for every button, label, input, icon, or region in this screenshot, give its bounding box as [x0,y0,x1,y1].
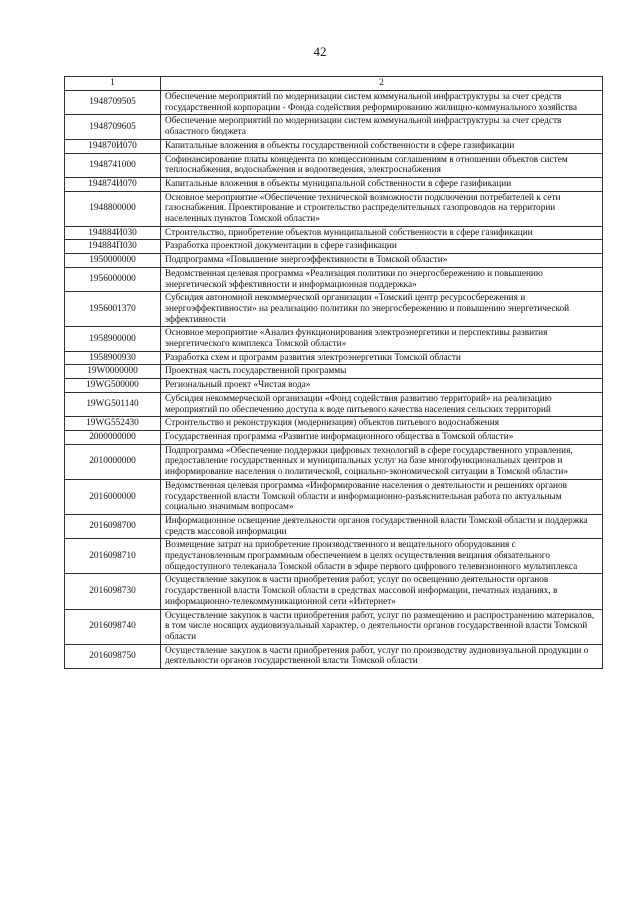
row-code: 19W0000000 [65,365,161,379]
row-description: Региональный проект «Чистая вода» [161,379,603,393]
table-row [65,177,603,191]
row-description: Осуществление закупок в части приобретения работ, услуг по размещению и распространению материалов, в том числе носящих аудиовизуальный характер, о деятельности органов государственной власти Томской области [161,609,603,644]
table-row [65,153,603,177]
table-row [65,479,603,514]
row-code: 1948709605 [65,115,161,139]
table-row [65,539,603,574]
row-description: Подпрограмма «Обеспечение поддержки цифровых технологий в сфере государственного управления, предоставление государственных и муниципальных услуг на базе многофункциональных центров и информирование населения о политической, социально-экономической ситуации в Томской области» [161,444,603,479]
table-row [65,115,603,139]
table-row [65,139,603,153]
row-description: Возмещение затрат на приобретение производственного и вещательного оборудования с предустановленным программным обеспечением в целях осуществления вещания обязательного общедоступного телеканала Томской области в эфире первого цифрового телевизионного мультиплекса [161,539,603,574]
table-row [65,254,603,268]
row-code: 19WG500000 [65,379,161,393]
row-code: 194874И070 [65,177,161,191]
table-row [65,226,603,240]
table-row [65,351,603,365]
row-description: Осуществление закупок в части приобретения работ, услуг по производству аудиовизуальной продукции о деятельности органов государственной власти Томской области [161,644,603,668]
row-code: 1956001370 [65,292,161,327]
row-code: 2016098740 [65,609,161,644]
row-code: 2016098730 [65,574,161,609]
row-description: Государственная программа «Развитие информационного общества в Томской области» [161,430,603,444]
row-code: 2016098710 [65,539,161,574]
row-description: Субсидия некоммерческой организации «Фонд содействия развитию территорий» на реализацию мероприятий по обеспечению доступа к воде питьевого качества населения сельских территорий [161,392,603,416]
table-row [65,514,603,538]
row-description: Обеспечение мероприятий по модернизации систем коммунальной инфраструктуры за счет средств государственной корпорации - Фонда содействия реформированию жилищно-коммунального хозяйства [161,91,603,115]
row-code: 1948741000 [65,153,161,177]
row-description: Капитальные вложения в объекты государственной собственности в сфере газификации [161,139,603,153]
row-description: Основное мероприятие «Обеспечение технической возможности подключения потребителей к сети газоснабжения. Проектирование и строительство распределительных газопроводов на территории населенных пунктов Томской области» [161,191,603,226]
row-description: Ведомственная целевая программа «Информирование населения о деятельности и решениях органов государственной власти Томской области и информационно-разъяснительная работа по актуальным социально значимым вопросам» [161,479,603,514]
row-code: 19WG501140 [65,392,161,416]
row-code: 2016000000 [65,479,161,514]
table-row [65,644,603,668]
row-description: Обеспечение мероприятий по модернизации систем коммунальной инфраструктуры за счет средств областного бюджета [161,115,603,139]
row-code: 1948709505 [65,91,161,115]
row-code: 2000000000 [65,430,161,444]
row-code: 19WG552430 [65,417,161,431]
table-row [65,417,603,431]
row-code: 1958900000 [65,327,161,351]
row-description: Проектная часть государственной программы [161,365,603,379]
row-code: 194884И030 [65,226,161,240]
row-code: 1956000000 [65,267,161,291]
table-row [65,292,603,327]
row-description: Строительство и реконструкция (модернизация) объектов питьевого водоснабжения [161,417,603,431]
row-code: 2016098700 [65,514,161,538]
table-row [65,365,603,379]
budget-classification-table [64,76,603,669]
table-row [65,91,603,115]
row-description: Ведомственная целевая программа «Реализация политики по энергосбережению и повышению энергетической эффективности и информационная поддержка» [161,267,603,291]
column-header-name: 2 [161,77,603,91]
row-code: 2016098750 [65,644,161,668]
table-row [65,267,603,291]
row-description: Субсидия автономной некоммерческой организации «Томский центр ресурсосбережения и энергоэффективности» на реализацию политики по энергосбережению и повышению энергетической эффективности [161,292,603,327]
row-code: 2010000000 [65,444,161,479]
table-row [65,609,603,644]
table-header-row [65,77,603,91]
table-row [65,430,603,444]
table-row [65,392,603,416]
table-row [65,240,603,254]
table-row [65,574,603,609]
row-description: Разработка проектной документации в сфере газификации [161,240,603,254]
row-description: Разработка схем и программ развития электроэнергетики Томской области [161,351,603,365]
table-row [65,379,603,393]
row-description: Строительство, приобретение объектов муниципальной собственности в сфере газификации [161,226,603,240]
row-description: Информационное освещение деятельности органов государственной власти Томской области и поддержка средств массовой информации [161,514,603,538]
table-row [65,191,603,226]
row-description: Капитальные вложения в объекты муниципальной собственности в сфере газификации [161,177,603,191]
table-row [65,444,603,479]
row-description: Осуществление закупок в части приобретения работ, услуг по освещению деятельности органов государственной власти Томской области в средствах массовой информации, печатных изданиях, в информационно-телекоммуникационной сети «Интернет» [161,574,603,609]
row-code: 1958900930 [65,351,161,365]
row-code: 194884П030 [65,240,161,254]
column-header-code: 1 [65,77,161,91]
row-code: 194870И070 [65,139,161,153]
table-row [65,327,603,351]
row-description: Основное мероприятие «Анализ функционирования электроэнергетики и перспективы развития энергетического комплекса Томской области» [161,327,603,351]
row-description: Подпрограмма «Повышение энергоэффективности в Томской области» [161,254,603,268]
page-number: 42 [313,44,327,59]
row-description: Софинансирование платы концедента по концессионным соглашениям в отношении объектов систем теплоснабжения, водоснабжения и водоотведения, электроснабжения [161,153,603,177]
row-code: 1950000000 [65,254,161,268]
row-code: 1948800000 [65,191,161,226]
